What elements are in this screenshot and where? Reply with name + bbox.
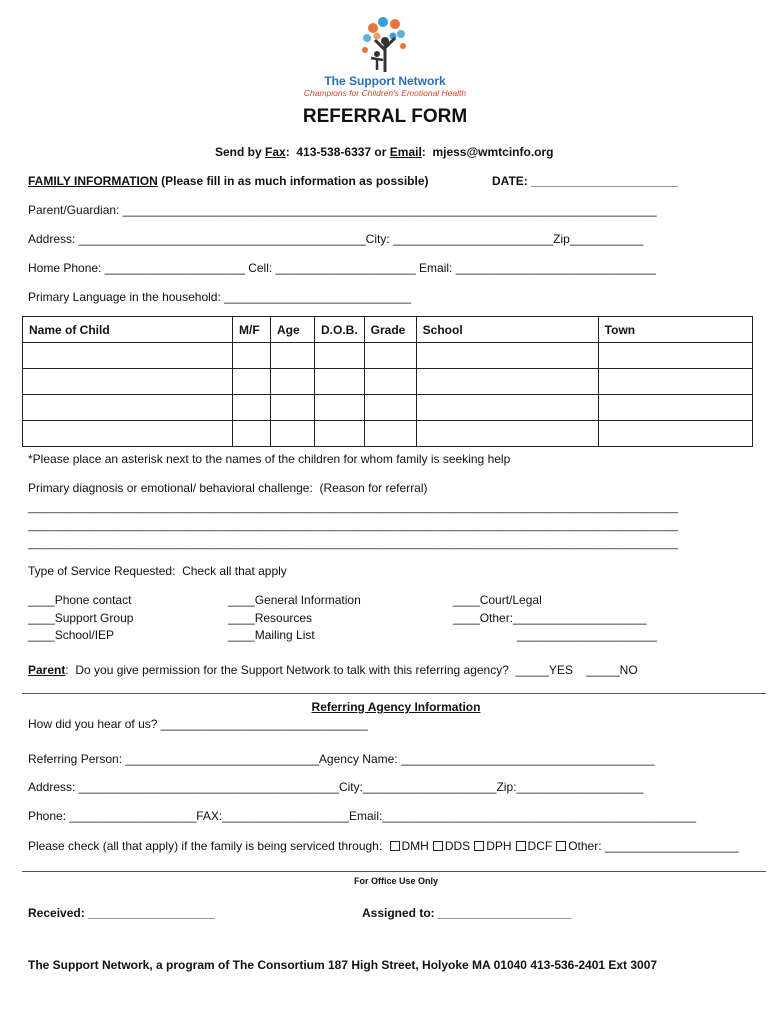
service-through-line: Please check (all that apply) if the family is being serviced through: DMH DDS DPH DCF Other: ____________________ <box>28 839 739 853</box>
table-cell[interactable] <box>233 421 271 447</box>
parent-guardian-field[interactable]: Parent/Guardian: ________________________________________________________________________________ <box>28 203 657 217</box>
table-cell[interactable] <box>233 395 271 421</box>
referring-person-field[interactable]: Referring Person: _____________________________Agency Name: ______________________________________ <box>28 752 655 766</box>
date-field[interactable]: DATE: ______________________ <box>492 174 678 188</box>
table-cell[interactable] <box>315 421 365 447</box>
header-age: Age <box>271 317 315 343</box>
table-cell[interactable] <box>364 343 416 369</box>
service-phone-contact[interactable]: ____Phone contact <box>28 593 132 607</box>
logo <box>300 14 470 98</box>
table-cell[interactable] <box>233 369 271 395</box>
agency-phone-field[interactable]: Phone: ___________________FAX:___________________Email:_______________________________________________ <box>28 809 696 823</box>
assigned-field[interactable]: Assigned to: ____________________ <box>362 906 572 920</box>
asterisk-note: *Please place an asterisk next to the names of the children for whom family is seeking help <box>28 452 511 466</box>
address-field[interactable]: Address: ___________________________________________City: ________________________Zip___________ <box>28 232 644 246</box>
table-cell[interactable] <box>598 421 752 447</box>
table-cell[interactable] <box>598 343 752 369</box>
table-cell[interactable] <box>315 343 365 369</box>
table-cell[interactable] <box>364 369 416 395</box>
tree-people-icon <box>355 14 415 74</box>
table-cell[interactable] <box>23 369 233 395</box>
footer-address: The Support Network, a program of The Consortium 187 High Street, Holyoke MA 01040 413-536-2401 Ext 3007 <box>28 958 658 972</box>
table-cell[interactable] <box>364 395 416 421</box>
table-cell[interactable] <box>23 421 233 447</box>
table-cell[interactable] <box>271 395 315 421</box>
service-type-label: Type of Service Requested: Check all that apply <box>28 564 287 578</box>
service-mailing-list[interactable]: ____Mailing List <box>228 628 315 642</box>
table-row <box>23 395 753 421</box>
header-name: Name of Child <box>23 317 233 343</box>
header-school: School <box>416 317 598 343</box>
service-court-legal[interactable]: ____Court/Legal <box>453 593 542 607</box>
header-mf: M/F <box>233 317 271 343</box>
divider <box>22 693 766 694</box>
fax-label: Fax <box>265 145 286 159</box>
agency-address-field[interactable]: Address: _______________________________________City:____________________Zip:___________________ <box>28 780 644 794</box>
service-general-info[interactable]: ____General Information <box>228 593 361 607</box>
hear-of-us-field[interactable]: How did you hear of us? _______________________________ <box>28 717 368 731</box>
checkbox-dcf[interactable] <box>516 841 526 851</box>
table-cell[interactable] <box>233 343 271 369</box>
divider <box>22 871 766 872</box>
org-tagline: Champions for Children's Emotional Health <box>303 88 467 98</box>
diagnosis-line-3[interactable]: ____________________________________________________________________________________________________________ <box>28 538 678 550</box>
language-field[interactable]: Primary Language in the household: ____________________________ <box>28 290 411 304</box>
header-town: Town <box>598 317 752 343</box>
service-support-group[interactable]: ____Support Group <box>28 611 134 625</box>
table-row <box>23 369 753 395</box>
permission-line[interactable]: Parent: Do you give permission for the Support Network to talk with this referring agency? _____YES _____NO <box>28 663 638 677</box>
table-row <box>23 421 753 447</box>
diagnosis-line-1[interactable]: ____________________________________________________________________________________________________________ <box>28 502 678 514</box>
checkbox-dph[interactable] <box>474 841 484 851</box>
send-line: Send by Fax: 413-538-6337 or Email: mjess@wmtcinfo.org <box>215 145 554 159</box>
table-cell[interactable] <box>364 421 416 447</box>
table-cell[interactable] <box>23 395 233 421</box>
diagnosis-label: Primary diagnosis or emotional/ behavioral challenge: (Reason for referral) <box>28 481 428 495</box>
checkbox-other[interactable] <box>556 841 566 851</box>
phone-fields[interactable]: Home Phone: _____________________ Cell: _____________________ Email: ______________________________ <box>28 261 656 275</box>
service-resources[interactable]: ____Resources <box>228 611 313 625</box>
email-address: : mjess@wmtcinfo.org <box>421 145 554 159</box>
family-info-heading: FAMILY INFORMATION (Please fill in as much information as possible) <box>28 174 429 188</box>
table-cell[interactable] <box>416 421 598 447</box>
form-title: REFERRAL FORM <box>302 106 468 127</box>
agency-heading: Referring Agency Information <box>311 700 481 714</box>
table-cell[interactable] <box>315 369 365 395</box>
org-name: The Support Network <box>324 74 446 88</box>
children-table <box>22 316 753 447</box>
service-other[interactable]: ____Other:____________________ <box>453 611 647 625</box>
diagnosis-line-2[interactable]: ____________________________________________________________________________________________________________ <box>28 520 678 532</box>
table-cell[interactable] <box>416 343 598 369</box>
header-grade: Grade <box>364 317 416 343</box>
service-other-line[interactable]: _____________________ <box>517 628 658 642</box>
table-cell[interactable] <box>23 343 233 369</box>
checkbox-dds[interactable] <box>433 841 443 851</box>
table-cell[interactable] <box>416 395 598 421</box>
table-row <box>23 343 753 369</box>
table-cell[interactable] <box>416 369 598 395</box>
fax-number: : 413-538-6337 or <box>285 145 390 159</box>
header-dob: D.O.B. <box>315 317 365 343</box>
table-cell[interactable] <box>271 421 315 447</box>
table-cell[interactable] <box>271 369 315 395</box>
table-cell[interactable] <box>598 369 752 395</box>
received-field[interactable]: Received: ___________________ <box>28 906 215 920</box>
service-school-iep[interactable]: ____School/IEP <box>28 628 115 642</box>
table-header-row <box>23 317 753 343</box>
email-label: Email <box>389 145 422 159</box>
office-use-heading: For Office Use Only <box>353 876 439 886</box>
table-cell[interactable] <box>598 395 752 421</box>
checkbox-dmh[interactable] <box>390 841 400 851</box>
table-cell[interactable] <box>271 343 315 369</box>
table-cell[interactable] <box>315 395 365 421</box>
